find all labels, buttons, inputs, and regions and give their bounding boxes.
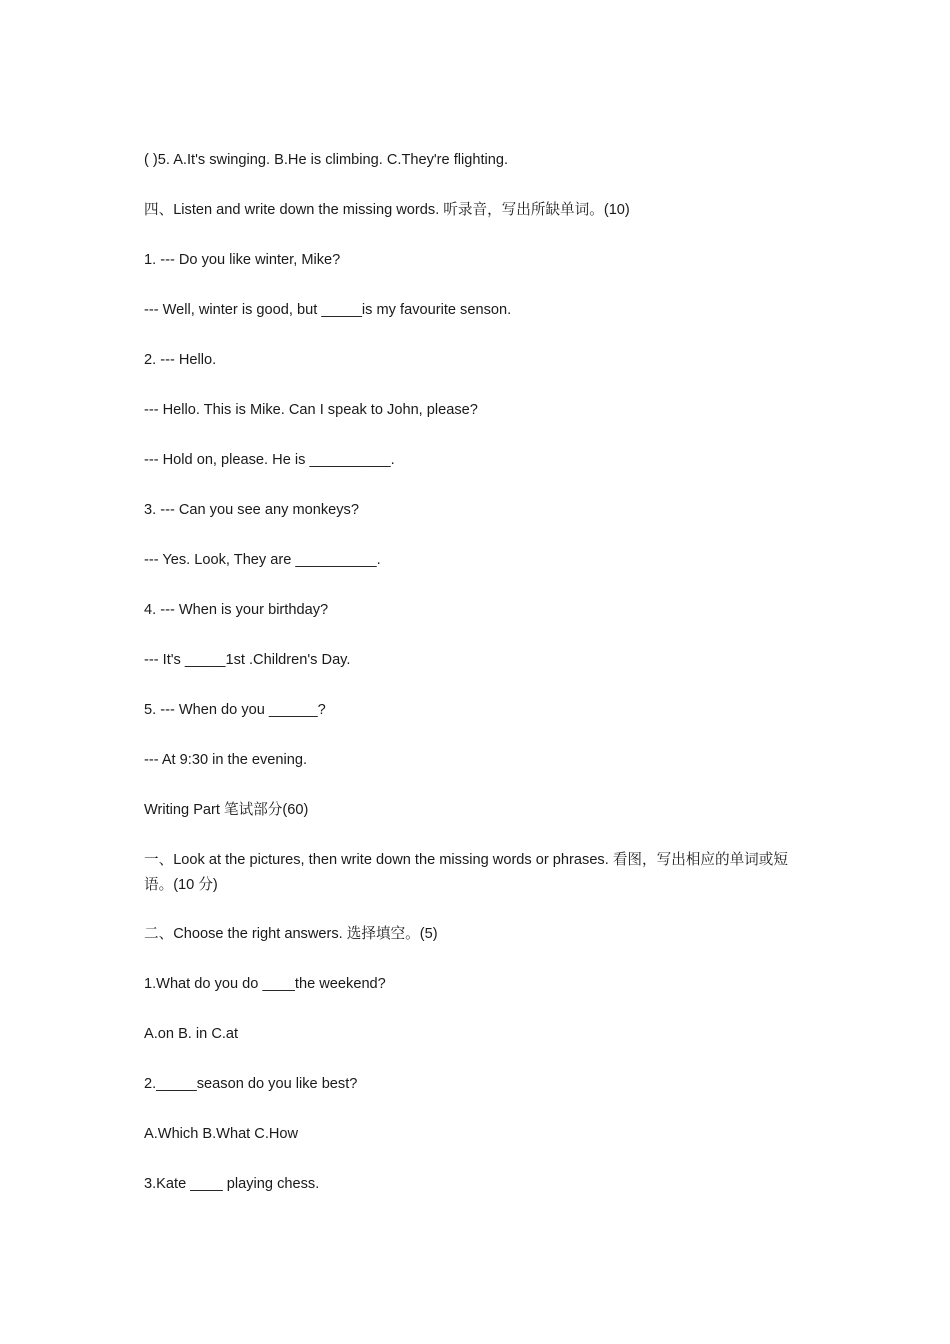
dialogue-4-question: 4. --- When is your birthday? — [144, 602, 329, 618]
choice-2-question: 2._____season do you like best? — [144, 1076, 358, 1092]
choice-1-question: 1.What do you do ____the weekend? — [144, 976, 386, 992]
question-5-options: ( )5. A.It's swinging. B.He is climbing. C.They're flighting. — [144, 152, 509, 168]
dialogue-5-answer: --- At 9:30 in the evening. — [144, 752, 308, 768]
writing-section-1-heading: 一、Look at the pictures, then write down the missing words or phrases. 看图，写出相应的单词或短语。(10 分) — [144, 852, 788, 893]
dialogue-4-answer: --- It's _____1st .Children's Day. — [144, 652, 351, 668]
section-4-heading: 四、Listen and write down the missing words. 听录音，写出所缺单词。(10) — [144, 202, 630, 218]
choice-1-options: A.on B. in C.at — [144, 1026, 239, 1042]
dialogue-5-question: 5. --- When do you ______? — [144, 702, 326, 718]
writing-part-heading: Writing Part 笔试部分(60) — [144, 802, 309, 818]
writing-section-2-heading: 二、Choose the right answers. 选择填空。(5) — [144, 926, 438, 942]
dialogue-3-question: 3. --- Can you see any monkeys? — [144, 502, 359, 518]
dialogue-1-answer: --- Well, winter is good, but _____is my favourite senson. — [144, 302, 512, 318]
document-body — [144, 150, 814, 1224]
dialogue-2-answer: --- Hold on, please. He is __________. — [144, 452, 395, 468]
dialogue-3-answer: --- Yes. Look, They are __________. — [144, 552, 381, 568]
dialogue-1-question: 1. --- Do you like winter, Mike? — [144, 252, 341, 268]
choice-3-question: 3.Kate ____ playing chess. — [144, 1176, 320, 1192]
dialogue-2-request: --- Hello. This is Mike. Can I speak to John, please? — [144, 402, 478, 418]
dialogue-2-greeting: 2. --- Hello. — [144, 352, 217, 368]
choice-2-options: A.Which B.What C.How — [144, 1126, 299, 1142]
